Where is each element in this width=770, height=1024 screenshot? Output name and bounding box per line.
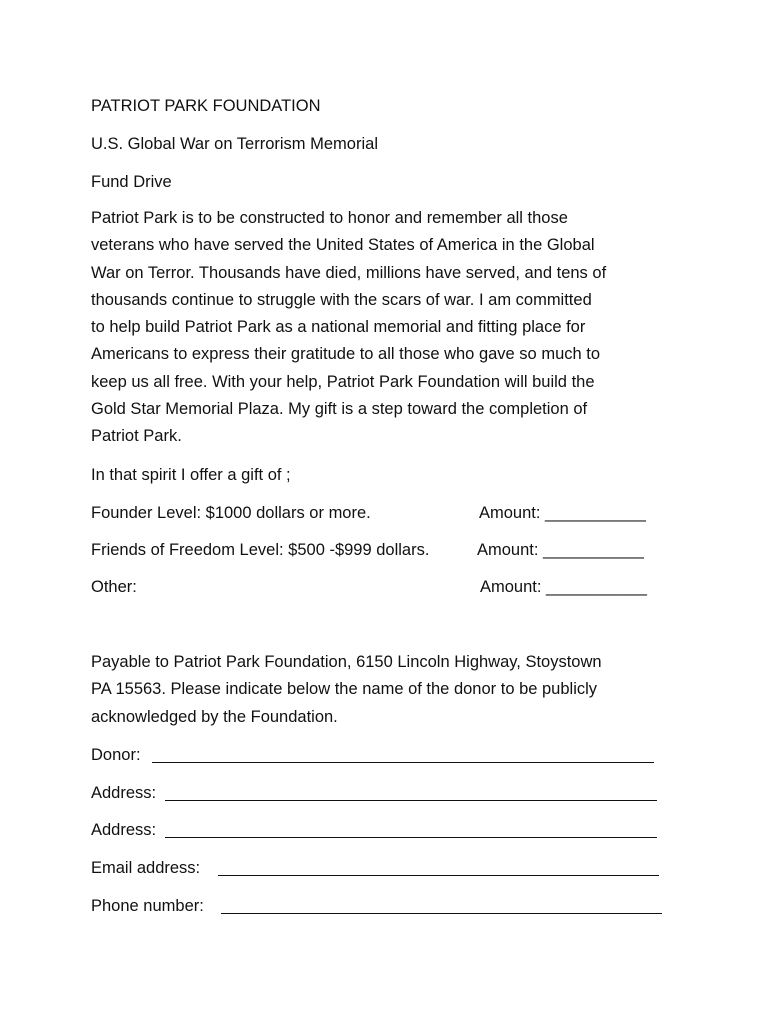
address-line-1-field[interactable] (165, 800, 657, 801)
friends-level-label: Friends of Freedom Level: $500 -$999 dollars. (91, 541, 430, 559)
phone-label: Phone number: (91, 897, 204, 915)
founder-amount-field[interactable]: Amount: ___________ (479, 504, 646, 522)
email-label: Email address: (91, 859, 201, 877)
donor-name-field[interactable] (152, 762, 654, 763)
payable-line: PA 15563. Please indicate below the name of the donor to be publicly (91, 680, 598, 699)
intro-line: Gold Star Memorial Plaza. My gift is a step toward the completion of (91, 400, 588, 419)
address-line-2-field[interactable] (165, 837, 657, 838)
email-field[interactable] (218, 875, 659, 876)
founder-level-label: Founder Level: $1000 dollars or more. (91, 504, 371, 522)
phone-field[interactable] (221, 913, 662, 914)
intro-line: Patriot Park. (91, 427, 182, 446)
payable-line: Payable to Patriot Park Foundation, 6150 Lincoln Highway, Stoystown (91, 653, 602, 671)
intro-line: Americans to express their gratitude to all those who gave so much to (91, 345, 601, 364)
friends-amount-field[interactable]: Amount: ___________ (477, 541, 644, 559)
intro-paragraph (91, 205, 681, 451)
fund-drive-title: Fund Drive (91, 173, 172, 191)
payable-line: acknowledged by the Foundation. (91, 707, 338, 726)
intro-line: War on Terror. Thousands have died, millions have served, and tens of (91, 263, 607, 282)
intro-line: keep us all free. With your help, Patriot Park Foundation will build the (91, 372, 595, 391)
gift-intro: In that spirit I offer a gift of ; (91, 466, 291, 484)
intro-line: to help build Patriot Park as a national memorial and fitting place for (91, 318, 586, 337)
memorial-title: U.S. Global War on Terrorism Memorial (91, 135, 378, 153)
organization-title: PATRIOT PARK FOUNDATION (91, 97, 321, 115)
donor-label: Donor: (91, 746, 141, 764)
other-level-label: Other: (91, 578, 137, 596)
payable-paragraph (91, 649, 681, 731)
address-label: Address: (91, 821, 157, 839)
address-label: Address: (91, 784, 157, 802)
intro-line: Patriot Park is to be constructed to honor and remember all those (91, 209, 568, 227)
intro-line: veterans who have served the United States of America in the Global (91, 236, 595, 255)
other-amount-field[interactable]: Amount: ___________ (480, 578, 647, 596)
intro-line: thousands continue to struggle with the scars of war. I am committed (91, 290, 592, 309)
